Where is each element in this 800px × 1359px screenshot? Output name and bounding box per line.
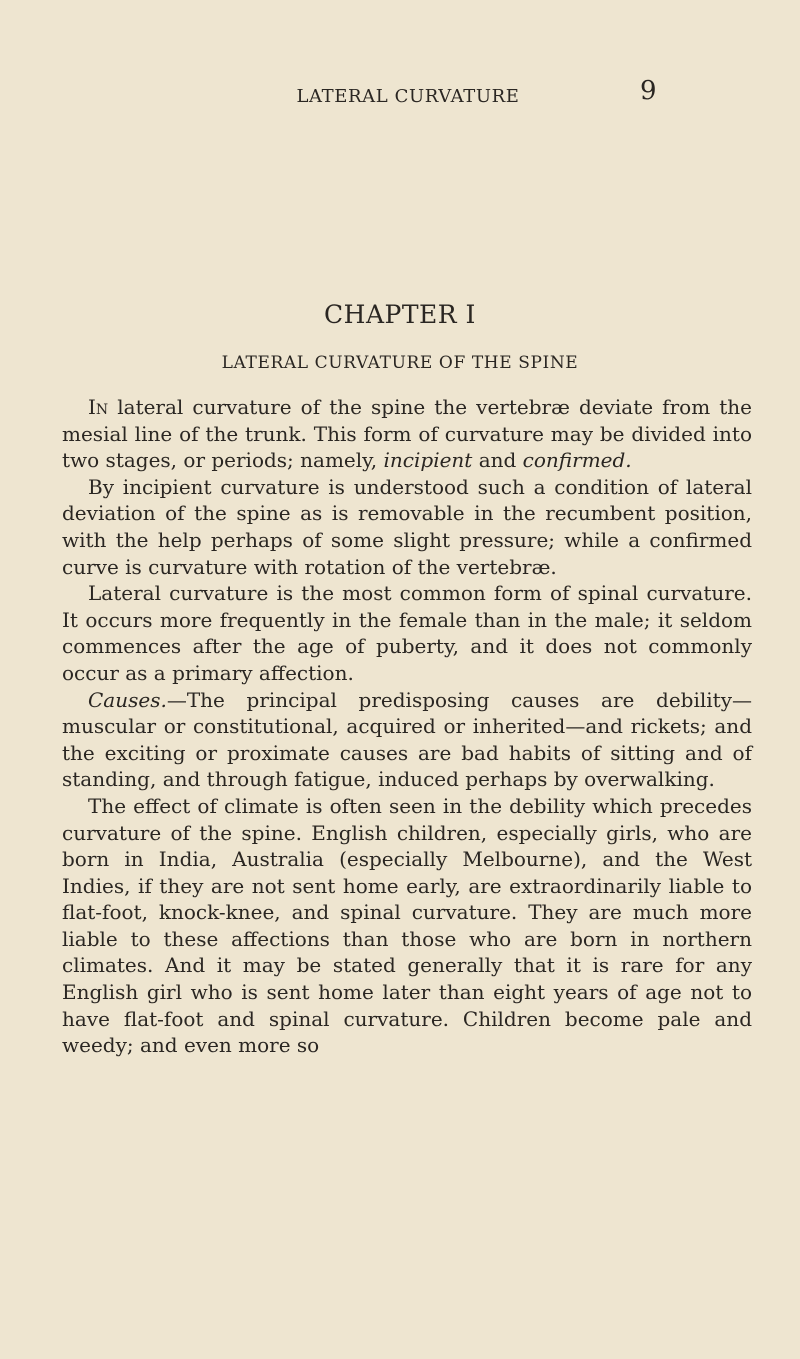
body-text (62, 394, 752, 1059)
paragraph-2: By incipient curvature is understood such a condition of lateral deviation of the spine as is removable in the recumbent position, with the help perhaps of some slight pressure; while a confirmed curve is curvature with rotation of the vertebræ. (62, 474, 752, 579)
term-incipient: incipient (383, 448, 473, 473)
paragraph-text: and (472, 448, 523, 473)
paragraph-text: —The principal predisposing causes are debility—muscular or constitutional, acquired or inherited—and rickets; and the exciting or proximate causes are bad habits of sitting and of standing, and through fatigue, induced perhaps by overwalking. (62, 687, 752, 792)
term-confirmed: confirmed. (522, 448, 632, 473)
chapter-heading: CHAPTER I (324, 300, 476, 329)
paragraph-4 (62, 687, 752, 793)
causes-heading: Causes. (88, 687, 167, 712)
paragraph-1 (62, 394, 752, 474)
paragraph-5: The effect of climate is often seen in the debility which precedes curvature of the spine. English children, especially girls, who are born in India, Australia (especially Melbourne), and the West Indies, if they are not sent home early, are extraordinarily liable to flat-foot, knock-knee, and spinal curvature. They are much more liable to these affections than those who are born in northern climates. And it may be stated generally that it is rare for any English girl who is sent home later than eight years of age not to have flat-foot and spinal curvature. Children become pale and weedy; and even more so (62, 793, 752, 1058)
chapter-title: LATERAL CURVATURE OF THE SPINE (221, 353, 579, 373)
paragraph-3: Lateral curvature is the most common form of spinal curvature. It occurs more frequently in the female than in the male; it seldom commences after the age of puberty, and it does not commonly occur as a primary affection. (62, 581, 752, 685)
running-head: LATERAL CURVATURE (296, 86, 520, 107)
paragraph-lead-word: In (88, 395, 109, 419)
page-number: 9 (640, 76, 657, 106)
paragraph-text: lateral curvature of the spine the vertebræ deviate from the mesial line of the trunk. This form of curvature may be divided into two stages, or periods; namely, (62, 395, 752, 473)
